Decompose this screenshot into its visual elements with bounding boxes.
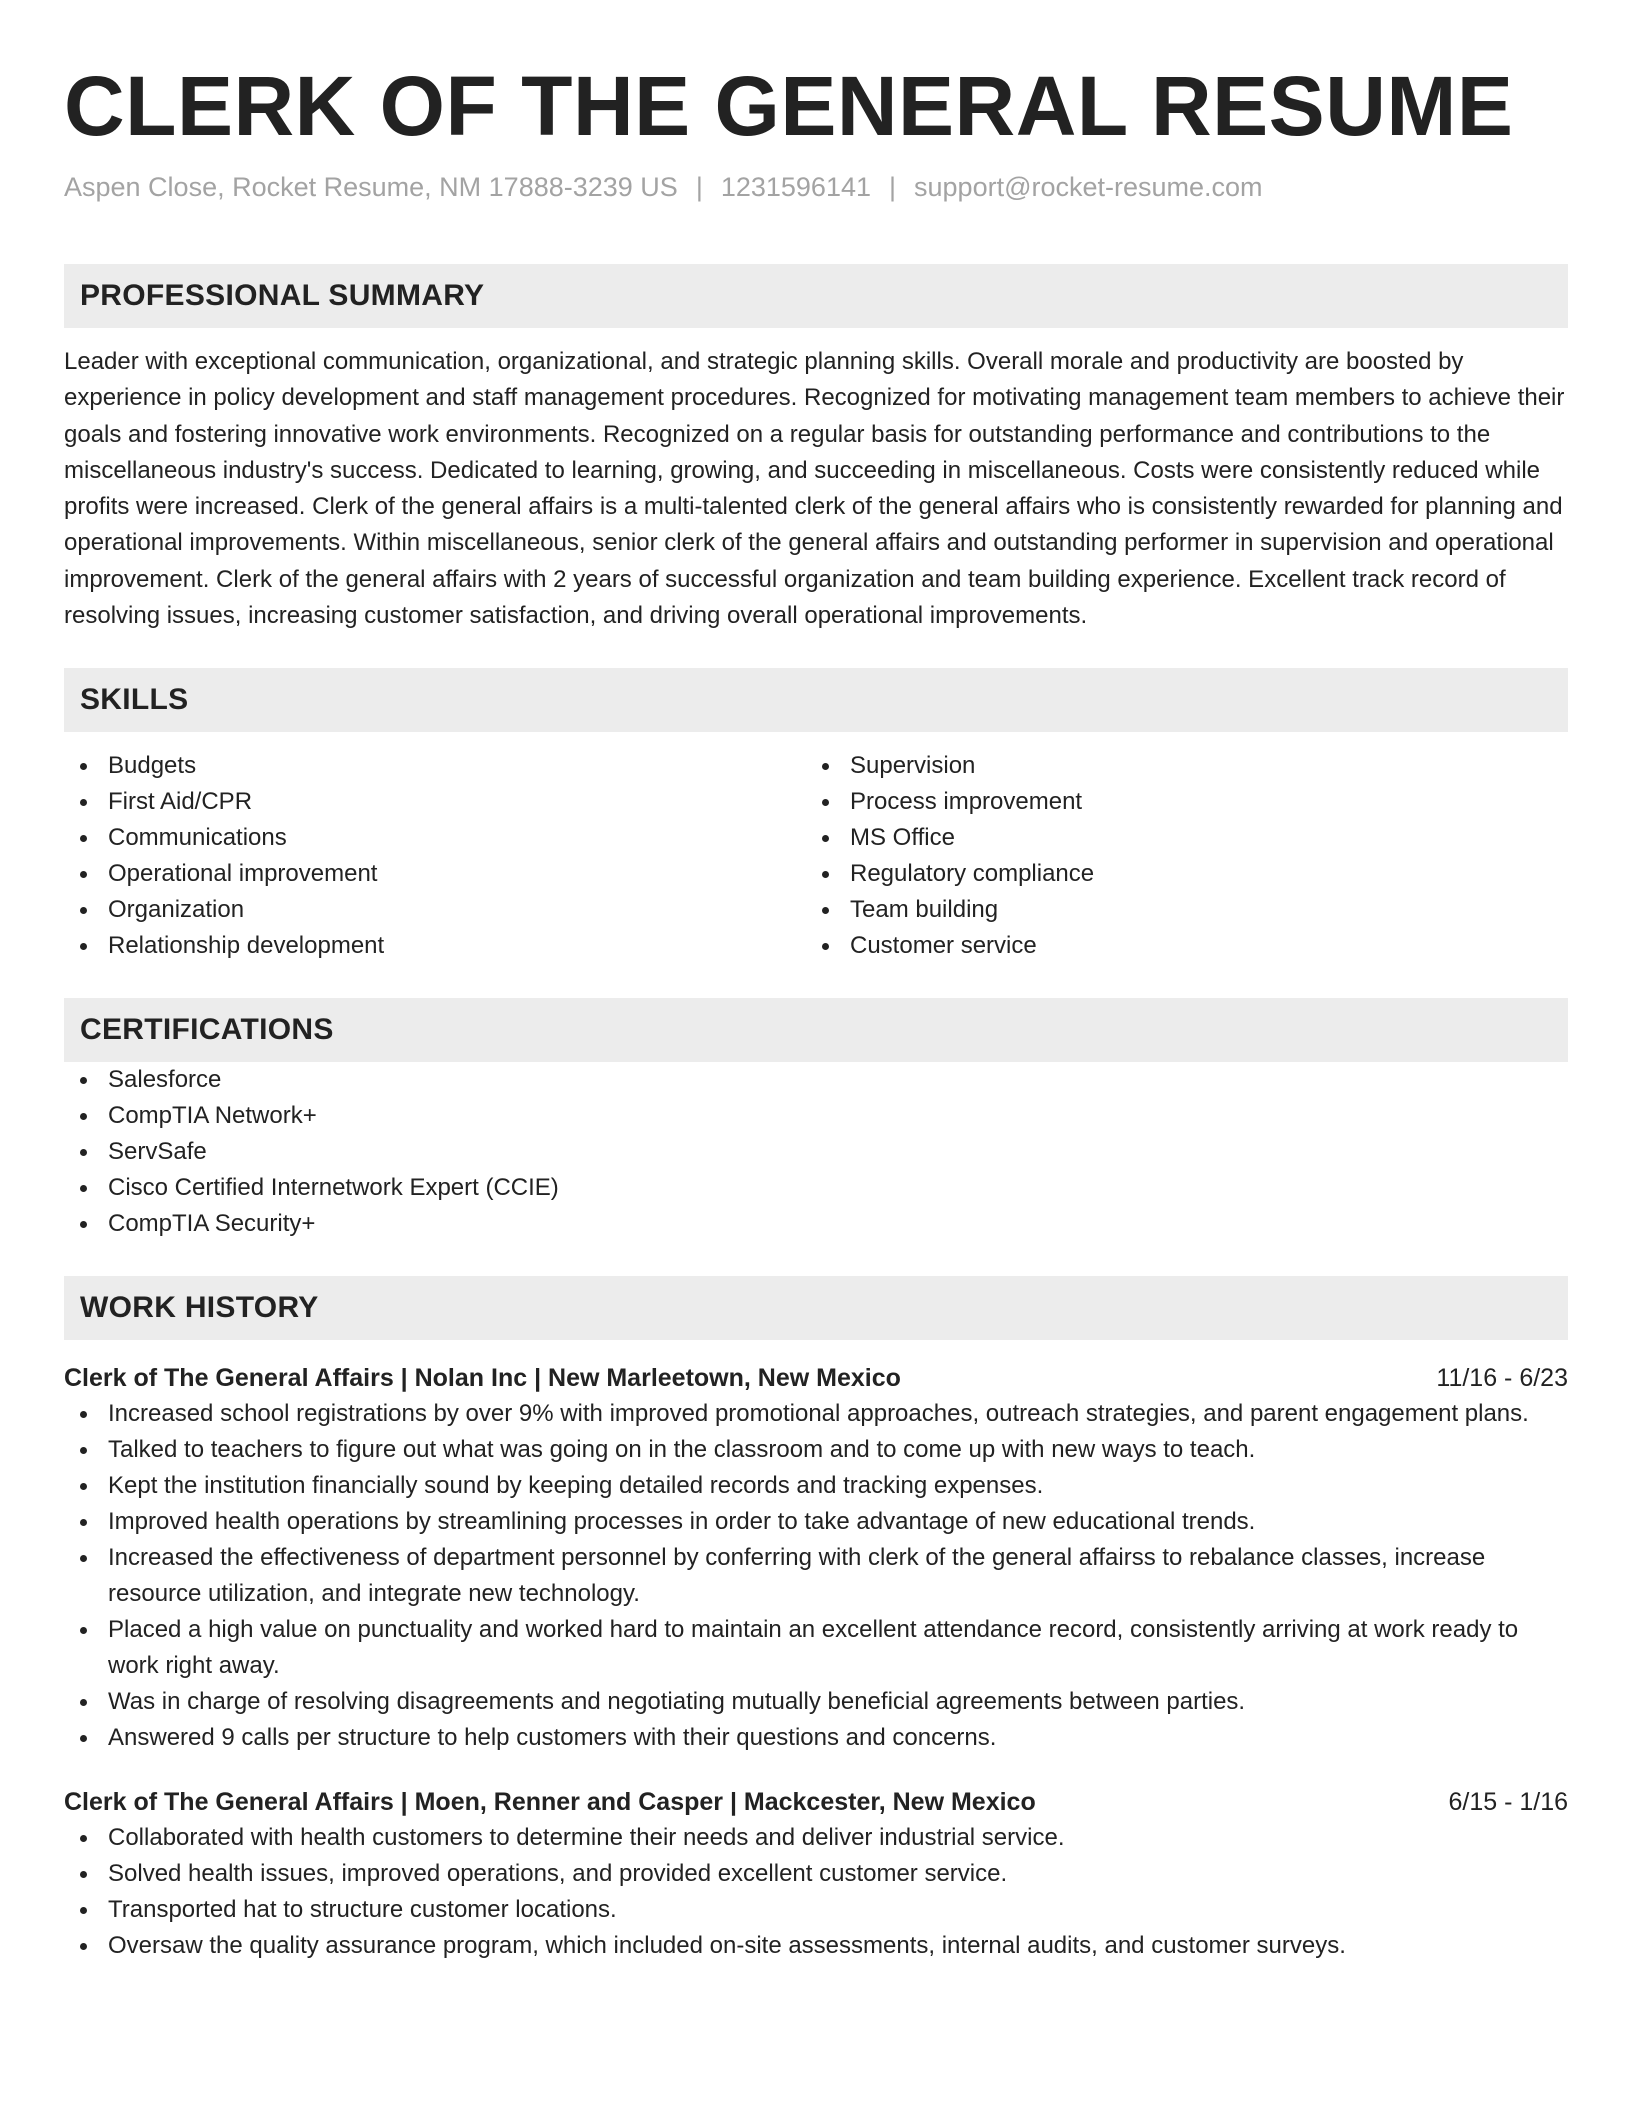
list-item: Operational improvement	[64, 856, 806, 892]
job-dates: 6/15 - 1/16	[1448, 1788, 1568, 1817]
list-item: Improved health operations by streamlining processes in order to take advantage of new educational trends.	[64, 1504, 1568, 1540]
list-item: CompTIA Security+	[64, 1206, 1568, 1242]
list-item: Increased school registrations by over 9% with improved promotional approaches, outreach strategies, and parent engagement plans.	[64, 1396, 1568, 1432]
list-item: Transported hat to structure customer locations.	[64, 1892, 1568, 1928]
job-bullets	[64, 1820, 1568, 1964]
list-item: Collaborated with health customers to determine their needs and deliver industrial service.	[64, 1820, 1568, 1856]
contact-address: Aspen Close, Rocket Resume, NM 17888-3239 US	[64, 172, 678, 202]
job-title: Clerk of The General Affairs | Moen, Renner and Casper | Mackcester, New Mexico	[64, 1788, 1036, 1817]
job-title: Clerk of The General Affairs | Nolan Inc | New Marleetown, New Mexico	[64, 1364, 901, 1393]
list-item: Cisco Certified Internetwork Expert (CCIE)	[64, 1170, 1568, 1206]
contact-separator: |	[889, 172, 897, 202]
job-bullets	[64, 1396, 1568, 1756]
list-item: Talked to teachers to figure out what was going on in the classroom and to come up with new ways to teach.	[64, 1432, 1568, 1468]
list-item: Solved health issues, improved operations, and provided excellent customer service.	[64, 1856, 1568, 1892]
section-header-skills: SKILLS	[64, 668, 1568, 732]
list-item: Process improvement	[806, 784, 1548, 820]
list-item: Relationship development	[64, 928, 806, 964]
job-header	[64, 1784, 1568, 1820]
list-item: First Aid/CPR	[64, 784, 806, 820]
contact-email: support@rocket-resume.com	[914, 172, 1263, 202]
section-header-summary: PROFESSIONAL SUMMARY	[64, 264, 1568, 328]
job-entry	[64, 1784, 1568, 1964]
list-item: Increased the effectiveness of department personnel by conferring with clerk of the general affairss to rebalance classes, increase resource utilization, and integrate new technology.	[64, 1540, 1568, 1612]
skills-list-right	[806, 748, 1548, 964]
skills-columns	[64, 748, 1568, 964]
list-item: Customer service	[806, 928, 1548, 964]
section-header-work-history: WORK HISTORY	[64, 1276, 1568, 1340]
list-item: Kept the institution financially sound by keeping detailed records and tracking expenses.	[64, 1468, 1568, 1504]
list-item: Budgets	[64, 748, 806, 784]
list-item: Regulatory compliance	[806, 856, 1548, 892]
list-item: Oversaw the quality assurance program, which included on-site assessments, internal audits, and customer surveys.	[64, 1928, 1568, 1964]
list-item: Communications	[64, 820, 806, 856]
list-item: MS Office	[806, 820, 1548, 856]
certifications-list	[64, 1062, 1568, 1242]
job-entry	[64, 1360, 1568, 1756]
resume-title: CLERK OF THE GENERAL RESUME	[64, 59, 1514, 153]
list-item: Placed a high value on punctuality and worked hard to maintain an excellent attendance record, consistently arriving at work ready to work right away.	[64, 1612, 1568, 1684]
job-header	[64, 1360, 1568, 1396]
contact-separator: |	[695, 172, 703, 202]
list-item: Organization	[64, 892, 806, 928]
list-item: Salesforce	[64, 1062, 1568, 1098]
list-item: Supervision	[806, 748, 1548, 784]
list-item: CompTIA Network+	[64, 1098, 1568, 1134]
section-header-certifications: CERTIFICATIONS	[64, 998, 1568, 1062]
list-item: ServSafe	[64, 1134, 1568, 1170]
summary-text: Leader with exceptional communication, organizational, and strategic planning skills. Overall morale and productivity are boosted by experience in policy development and staff management procedures. Recognized for motivating management team members to achieve their goals and fostering innovative work environments. Recognized on a regular basis for outstanding performance and contributions to the miscellaneous industry's success. Dedicated to learning, growing, and succeeding in miscellaneous. Costs were consistently reduced while profits were increased. Clerk of the general affairs is a multi-talented clerk of the general affairs who is consistently rewarded for planning and operational improvements. Within miscellaneous, senior clerk of the general affairs and outstanding performer in supervision and operational improvement. Clerk of the general affairs with 2 years of successful organization and team building experience. Excellent track record of resolving issues, increasing customer satisfaction, and driving overall operational improvements.	[64, 348, 1565, 630]
job-dates: 11/16 - 6/23	[1436, 1364, 1568, 1393]
skills-list-left	[64, 748, 806, 964]
contact-line	[64, 170, 1568, 204]
list-item: Was in charge of resolving disagreements and negotiating mutually beneficial agreements between parties.	[64, 1684, 1568, 1720]
list-item: Team building	[806, 892, 1548, 928]
contact-phone: 1231596141	[720, 172, 871, 202]
list-item: Answered 9 calls per structure to help customers with their questions and concerns.	[64, 1720, 1568, 1756]
